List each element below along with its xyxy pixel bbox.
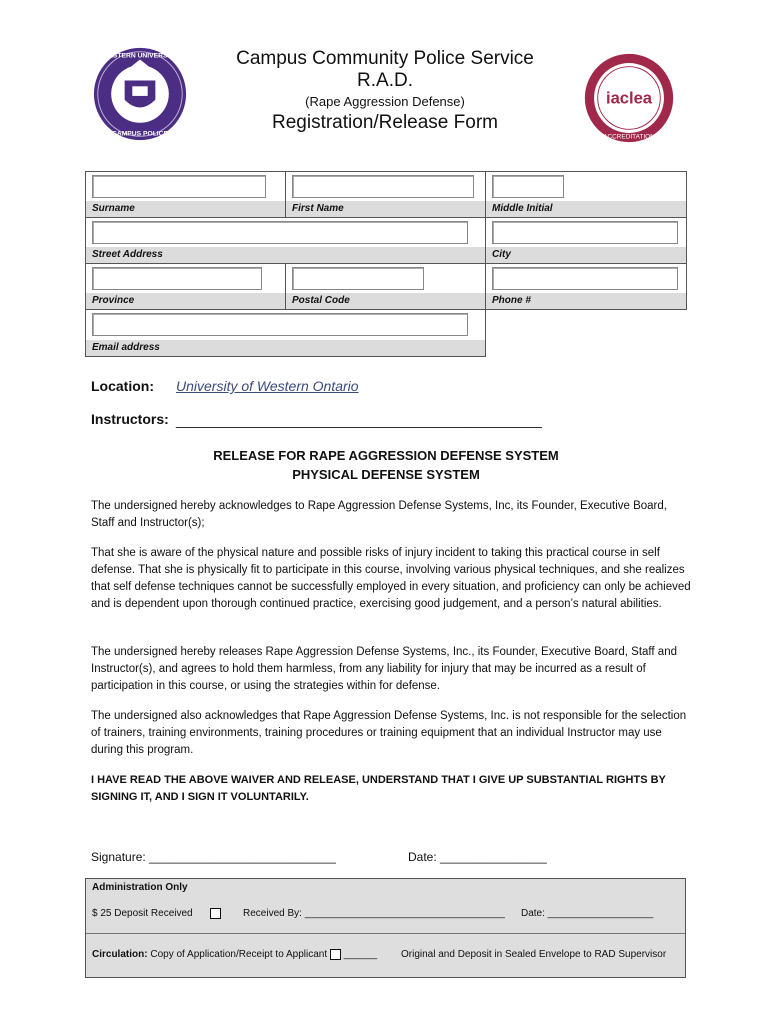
- release-title: [91, 446, 681, 484]
- release-paragraph-2: That she is aware of the physical nature and possible risks of injury incident to taking this practical course in self defense. That she is physically fit to participate in this course, involving various physical techniques, and she realizes that self defense techniques cannot be successfully employed in every situation, and proficiency can only be achieved and is dependent upon thorough continued practice, exercising good judgement, and a person’s natural abilities.: [91, 547, 691, 610]
- postal-code-cell: [285, 263, 486, 310]
- first-name-input[interactable]: [292, 175, 474, 198]
- signature-date-line[interactable]: Date: ________________: [408, 850, 547, 864]
- phone-label: Phone #: [486, 293, 686, 309]
- deposit-checkbox[interactable]: [210, 908, 221, 919]
- logo-right-text: iaclea: [605, 88, 653, 108]
- email-cell: [85, 309, 486, 357]
- circulation-row: [92, 949, 377, 960]
- release-title-line2: PHYSICAL DEFENSE SYSTEM: [292, 467, 480, 482]
- admin-divider: [86, 933, 685, 934]
- iaclea-accreditation-seal: [583, 52, 675, 144]
- instructors-line: _______________________________________________: [176, 412, 542, 428]
- circulation-line[interactable]: ______: [343, 949, 378, 961]
- location-label: Location:: [91, 378, 154, 394]
- city-cell: [485, 217, 687, 264]
- instructors-label: Instructors:: [91, 411, 169, 427]
- registration-form: [85, 171, 687, 358]
- surname-label: Surname: [86, 201, 285, 217]
- form-title: Registration/Release Form: [272, 112, 498, 133]
- phone-cell: [485, 263, 687, 310]
- phone-input[interactable]: [492, 267, 678, 290]
- surname-cell: [85, 171, 286, 218]
- email-label: Email address: [86, 340, 485, 356]
- logo-left-text-top: WESTERN UNIVERSITY: [102, 52, 178, 60]
- first-name-label: First Name: [286, 201, 485, 217]
- location-value: University of Western Ontario: [176, 378, 359, 394]
- header-subtitle: (Rape Aggression Defense): [305, 94, 465, 109]
- administration-box: [85, 878, 686, 978]
- admin-title: Administration Only: [92, 882, 188, 893]
- province-cell: [85, 263, 286, 310]
- release-paragraph-4: The undersigned also acknowledges that Rape Aggression Defense Systems, Inc. is not responsible for the selection of trainers, training environments, training procedures or training equipment that an individual Instructor may use during this program.: [91, 710, 687, 756]
- street-address-input[interactable]: [92, 221, 468, 244]
- postal-code-input[interactable]: [292, 267, 424, 290]
- middle-initial-input[interactable]: [492, 175, 564, 198]
- original-deposit-note: Original and Deposit in Sealed Envelope to RAD Supervisor: [401, 949, 667, 960]
- admin-date[interactable]: Date: ___________________: [521, 908, 654, 919]
- postal-code-label: Postal Code: [286, 293, 485, 309]
- middle-initial-label: Middle Initial: [486, 201, 686, 217]
- release-title-line1: RELEASE FOR RAPE AGGRESSION DEFENSE SYSTEM: [213, 448, 559, 463]
- city-label: City: [486, 247, 686, 263]
- header-title: [200, 48, 570, 92]
- release-paragraph-3: The undersigned hereby releases Rape Aggression Defense Systems, Inc., its Founder, Executive Board, Staff and Instructor(s), and agrees to hold them harmless, from any liability for injury that may be incurred as a result of participation in this course, or using the strategies within for defense.: [91, 646, 677, 692]
- middle-initial-cell: [485, 171, 687, 218]
- header-title-line2: R.A.D.: [357, 70, 413, 91]
- first-name-cell: [285, 171, 486, 218]
- circulation-text: Copy of Application/Receipt to Applicant: [150, 949, 328, 961]
- surname-input[interactable]: [92, 175, 266, 198]
- logo-left-text-bottom: CAMPUS POLICE: [112, 130, 168, 138]
- waiver-statement: I HAVE READ THE ABOVE WAIVER AND RELEASE, UNDERSTAND THAT I GIVE UP SUBSTANTIAL RIGHTS BY SIGNING IT, AND I SIGN IT VOLUNTARILY.: [91, 774, 666, 803]
- street-address-cell: [85, 217, 486, 264]
- header-title-line1: Campus Community Police Service: [236, 48, 534, 69]
- province-label: Province: [86, 293, 285, 309]
- circulation-checkbox[interactable]: [330, 949, 341, 960]
- signature-line[interactable]: Signature: ____________________________: [91, 850, 336, 864]
- admin-received-by[interactable]: Received By: ____________________________________: [243, 908, 505, 919]
- western-university-campus-police-logo: [92, 46, 188, 142]
- admin-deposit-label: $ 25 Deposit Received: [92, 908, 193, 919]
- street-address-label: Street Address: [86, 247, 485, 263]
- release-paragraph-1: The undersigned hereby acknowledges to Rape Aggression Defense Systems, Inc, its Founder, Executive Board, Staff and Instructor(s);: [91, 500, 667, 529]
- logo-right-text-bottom: ACCREDITATION: [603, 133, 655, 141]
- email-input[interactable]: [92, 313, 468, 336]
- circulation-label: Circulation:: [92, 949, 148, 961]
- province-input[interactable]: [92, 267, 262, 290]
- city-input[interactable]: [492, 221, 678, 244]
